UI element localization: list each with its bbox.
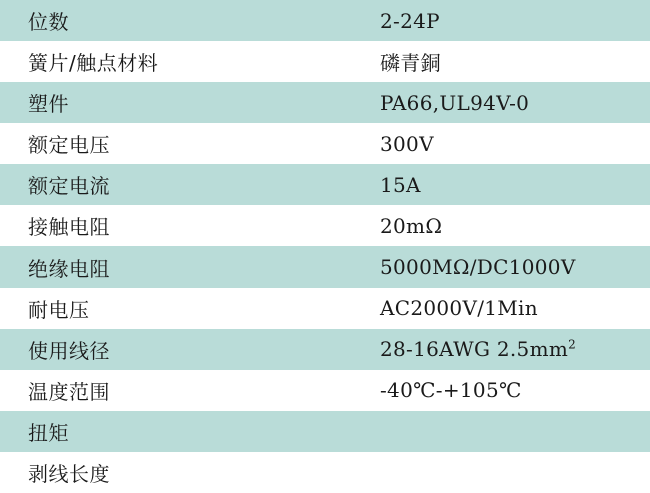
table-row bbox=[0, 0, 650, 41]
spec-value-text: 28-16AWG 2.5mm bbox=[380, 337, 569, 362]
spec-value bbox=[338, 452, 650, 493]
table-row bbox=[0, 370, 650, 411]
spec-value bbox=[338, 329, 650, 370]
spec-value-text: 磷青銅 bbox=[380, 51, 441, 76]
spec-label: 使用线径 bbox=[28, 338, 110, 363]
spec-label: 温度范围 bbox=[28, 379, 110, 404]
spec-value bbox=[338, 370, 650, 411]
spec-value bbox=[338, 411, 650, 452]
spec-value bbox=[338, 288, 650, 329]
table-row bbox=[0, 41, 650, 82]
spec-label: 位数 bbox=[28, 10, 69, 35]
spec-value-text: PA66,UL94V-0 bbox=[380, 90, 530, 115]
spec-label: 接触电阻 bbox=[28, 215, 110, 240]
spec-value bbox=[338, 123, 650, 164]
table-row bbox=[0, 123, 650, 164]
spec-value-text: AC2000V/1Min bbox=[380, 296, 538, 321]
spec-value bbox=[338, 41, 650, 82]
spec-value bbox=[338, 246, 650, 287]
spec-value bbox=[338, 164, 650, 205]
spec-value-text: 300V bbox=[380, 131, 434, 156]
spec-label: 簧片/触点材料 bbox=[28, 51, 159, 76]
table-row bbox=[0, 288, 650, 329]
spec-label: 耐电压 bbox=[28, 297, 90, 322]
table-row bbox=[0, 164, 650, 205]
table-row bbox=[0, 246, 650, 287]
spec-value bbox=[338, 205, 650, 246]
table-row bbox=[0, 82, 650, 123]
spec-value-text: 20mΩ bbox=[380, 213, 443, 238]
spec-label: 额定电流 bbox=[28, 174, 110, 199]
spec-value-text: -40℃-+105℃ bbox=[380, 378, 522, 403]
spec-label: 绝缘电阻 bbox=[28, 256, 110, 281]
spec-label: 剥线长度 bbox=[28, 461, 110, 486]
table-row bbox=[0, 452, 650, 493]
spec-label: 塑件 bbox=[28, 92, 69, 117]
spec-value bbox=[338, 82, 650, 123]
spec-value-text: 2-24P bbox=[380, 8, 440, 33]
table-row bbox=[0, 205, 650, 246]
table-row bbox=[0, 329, 650, 370]
spec-value-text: 5000MΩ/DC1000V bbox=[380, 255, 576, 279]
spec-value bbox=[338, 0, 650, 41]
spec-label: 扭矩 bbox=[28, 420, 69, 445]
spec-value-superscript: 2 bbox=[568, 337, 577, 352]
table-row bbox=[0, 411, 650, 452]
spec-label: 额定电压 bbox=[28, 133, 110, 158]
spec-value-text: 15A bbox=[380, 172, 421, 197]
